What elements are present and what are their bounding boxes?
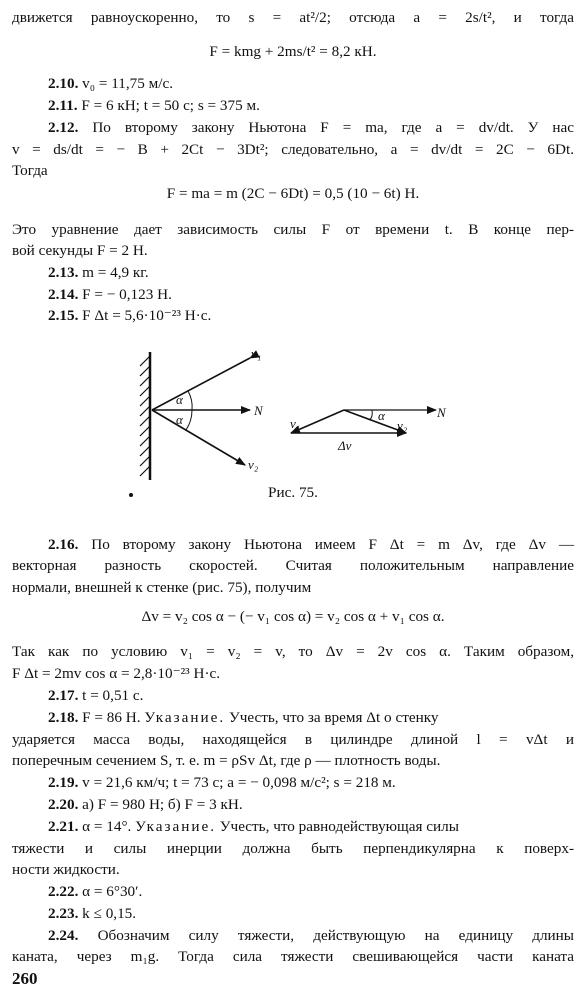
hint-text: Учесть, что равнодействующая силы (219, 818, 459, 835)
answer-item (48, 708, 574, 728)
hint-label: Указание. (144, 709, 226, 726)
text-line: v = ds/dt = − B + 2Ct − 3Dt²; следовательно, a = dv/dt = 2C − 6Dt. (12, 141, 574, 158)
hint-text: Учесть, что за время Δt о стенку (228, 709, 439, 726)
label-alpha-right: α (378, 408, 385, 423)
problem-number: 2.15. (48, 307, 79, 324)
answer-item (48, 96, 574, 116)
problem-number: 2.10. (48, 75, 79, 92)
angle-arc-top (188, 391, 192, 410)
problem-number: 2.11. (48, 97, 78, 114)
answer-text: α = 6°30′. (82, 883, 143, 900)
equation: F = ma = m (2C − 6Dt) = 0,5 (10 − 6t) Н. (166, 185, 420, 202)
text-line: ности жидкости. (12, 861, 120, 878)
equation: Δv = v₂ cos α − (− v₁ cos α) = v₂ cos α + v₁ cos α. (141, 608, 445, 625)
answer-item (48, 795, 574, 815)
answer-text: F Δt = 5,6·10⁻²³ Н·с. (82, 307, 212, 324)
text-line: Тогда (12, 162, 48, 179)
problem-number: 2.17. (48, 687, 79, 704)
answer-item (48, 74, 574, 94)
text-line: F Δt = 2mv cos α = 2,8·10⁻²³ Н·с. (12, 665, 221, 682)
label-v1-right: v₁ (290, 416, 301, 431)
problem-number: 2.23. (48, 905, 79, 922)
answer-text: m = 4,9 кг. (82, 264, 149, 281)
answer-text: F = 6 кН; t = 50 с; s = 375 м. (81, 97, 260, 114)
answer-item (48, 882, 574, 902)
text-line: векторная разность скоростей. Считая положительным направление (12, 557, 574, 574)
answer-item (48, 773, 574, 793)
problem-number: 2.20. (48, 796, 79, 813)
answer-text: k ≤ 0,15. (82, 905, 137, 922)
problem-number: 2.14. (48, 286, 79, 303)
text-line: тяжести и силы инерции должна быть перпендикулярна к поверх- (12, 840, 574, 857)
equation: F = kmg + 2ms/t² = 8,2 кН. (209, 43, 377, 60)
label-n-right: N (437, 405, 446, 420)
answer-item (48, 686, 574, 706)
figure-caption: Рис. 75. (268, 484, 318, 501)
answer-item (48, 118, 574, 138)
hint-label: Указание. (135, 818, 216, 835)
answer-text: t = 0,51 с. (82, 687, 144, 704)
answer-item (48, 926, 574, 946)
answer-text: F = − 0,123 Н. (82, 286, 172, 303)
answer-item (48, 535, 574, 555)
answer-item (48, 306, 574, 326)
answer-text: По второму закону Ньютона имеем F Δt = m Δv, где Δv — (91, 536, 575, 553)
answer-text: По второму закону Ньютона F = ma, где a = dv/dt. У нас (92, 119, 575, 136)
answer-item (48, 817, 574, 837)
answer-text: v = 21,6 км/ч; t = 73 с; a = − 0,098 м/с²; s = 218 м. (82, 774, 396, 791)
answer-item (48, 285, 574, 305)
problem-number: 2.12. (48, 119, 79, 136)
answer-text: Обозначим силу тяжести, действующую на единицу длины (97, 927, 574, 944)
problem-number: 2.21. (48, 818, 79, 835)
wall-hatching (140, 356, 150, 476)
answer-text: v₀ = 11,75 м/с. (82, 75, 173, 92)
label-alpha-bottom: α (176, 412, 183, 427)
text-line: вой секунды F = 2 Н. (12, 242, 148, 259)
label-v1-left: v₁ (251, 346, 262, 361)
answer-text: F = 86 Н. (82, 709, 141, 726)
label-dv: Δv (338, 438, 352, 453)
label-v2-right: v₂ (397, 418, 408, 433)
answer-item (48, 263, 574, 283)
vector-v2-outgoing (152, 410, 245, 465)
angle-arc-bottom (186, 410, 192, 430)
label-n-left: N (254, 403, 263, 418)
answer-text: а) F = 980 Н; б) F = 3 кН. (82, 796, 243, 813)
text-line: ударяется масса воды, находящейся в цилиндре длиной l = vΔt и (12, 731, 574, 748)
problem-number: 2.19. (48, 774, 79, 791)
text-line: нормали, внешней к стенке (рис. 75), получим (12, 579, 312, 596)
answer-text: α = 14°. (82, 818, 132, 835)
vector-v1-incoming (152, 358, 250, 410)
text-line: движется равноускоренно, то s = at²/2; отсюда a = 2s/t², и тогда (12, 9, 574, 26)
problem-number: 2.18. (48, 709, 79, 726)
label-alpha-top: α (176, 392, 183, 407)
text-line: каната, через m₁g. Тогда сила тяжести свешивающейся части каната (12, 948, 574, 965)
angle-arc-right (369, 410, 372, 420)
label-v2-left: v₂ (248, 457, 259, 472)
problem-number: 2.13. (48, 264, 79, 281)
text-line: Это уравнение дает зависимость силы F от времени t. В конце пер- (12, 221, 574, 238)
answer-item (48, 904, 574, 924)
page-number: 260 (12, 969, 38, 988)
problem-number: 2.22. (48, 883, 79, 900)
problem-number: 2.16. (48, 536, 79, 553)
text-line: Так как по условию v₁ = v₂ = v, то Δv = 2v cos α. Таким образом, (12, 643, 574, 660)
problem-number: 2.24. (48, 927, 79, 944)
text-line: поперечным сечением S, т. е. m = ρSv Δt, где ρ — плотность воды. (12, 752, 441, 769)
